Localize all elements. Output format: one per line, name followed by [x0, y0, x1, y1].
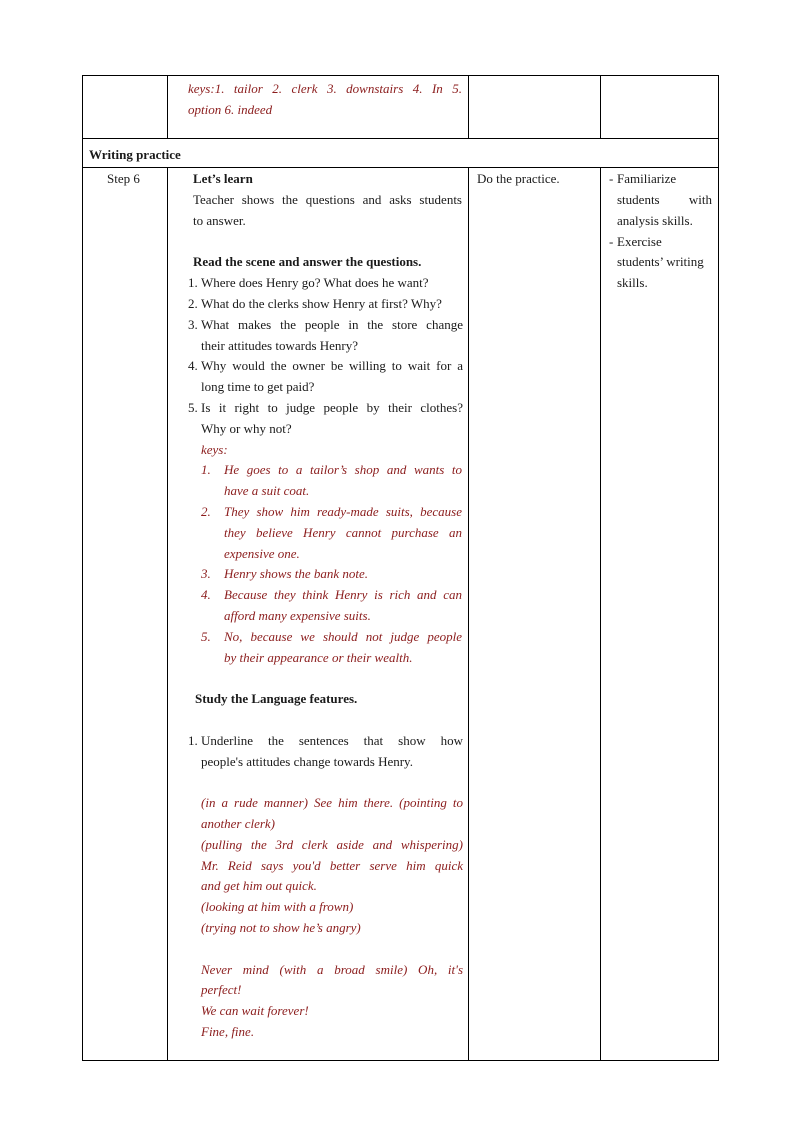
answer-line: expensive one. [224, 546, 300, 561]
example-line: (in a rude manner) See him there. (pointing to [201, 795, 463, 810]
question-line: What do the clerks show Henry at first? Why? [201, 296, 442, 311]
table-border [468, 167, 469, 1061]
question-line: long time to get paid? [201, 379, 315, 394]
activity-intro: to answer. [193, 213, 246, 228]
question-line: What makes the people in the store change [201, 317, 463, 332]
underline-line: Underline the sentences that show how [201, 733, 463, 748]
answer-line: They show him ready-made suits, because [224, 504, 462, 519]
table-border [167, 167, 168, 1061]
activity-intro: Teacher shows the questions and asks students [193, 192, 462, 207]
example-line: and get him out quick. [201, 878, 317, 893]
example-line: (looking at him with a frown) [201, 899, 354, 914]
answer-line: afford many expensive suits. [224, 608, 371, 623]
keys-label: keys: [201, 442, 228, 457]
question-line: their attitudes towards Henry? [201, 338, 359, 353]
answer-line: No, because we should not judge people [224, 629, 462, 644]
table-border [167, 75, 168, 139]
question-line: Where does Henry go? What does he want? [201, 275, 429, 290]
activity-title: Let’s learn [193, 171, 253, 186]
question-number: 4. [188, 358, 198, 373]
table-border [82, 75, 719, 76]
table-border [600, 75, 601, 139]
answer-line: they believe Henry cannot purchase an [224, 525, 462, 540]
question-line: Why or why not? [201, 421, 292, 436]
keys-line: keys:1. tailor 2. clerk 3. downstairs 4. In 5. [188, 81, 462, 96]
answer-number: 4. [201, 587, 211, 602]
table-border [82, 1060, 719, 1061]
underline-number: 1. [188, 733, 198, 748]
question-number: 1. [188, 275, 198, 290]
answer-line: have a suit coat. [224, 483, 310, 498]
purpose-line: skills. [617, 275, 648, 290]
section-header: Writing practice [89, 147, 181, 162]
purpose-line: Familiarize [617, 171, 677, 186]
question-number: 5. [188, 400, 198, 415]
answer-line: by their appearance or their wealth. [224, 650, 413, 665]
table-border [82, 75, 83, 1061]
question-number: 2. [188, 296, 198, 311]
answer-line: He goes to a tailor’s shop and wants to [224, 462, 462, 477]
answer-line: Henry shows the bank note. [224, 566, 369, 581]
answer-number: 3. [201, 566, 211, 581]
purpose-bullet: - [609, 234, 614, 249]
answer-number: 2. [201, 504, 211, 519]
example-line: (trying not to show he’s angry) [201, 920, 361, 935]
task-heading: Study the Language features. [195, 691, 358, 706]
task-heading: Read the scene and answer the questions. [193, 254, 422, 269]
step-label: Step 6 [107, 171, 140, 186]
keys-line: option 6. indeed [188, 102, 273, 117]
purpose-bullet: - [609, 171, 614, 186]
example-line: We can wait forever! [201, 1003, 309, 1018]
table-border [468, 75, 469, 139]
purpose-line: analysis skills. [617, 213, 693, 228]
table-border [718, 75, 719, 1061]
table-border [600, 167, 601, 1061]
example-line: Fine, fine. [201, 1024, 255, 1039]
example-line: Mr. Reid says you'd better serve him quick [201, 858, 463, 873]
student-activity: Do the practice. [477, 171, 560, 186]
example-line: another clerk) [201, 816, 276, 831]
table-border [82, 167, 719, 168]
example-line: Never mind (with a broad smile) Oh, it's [201, 962, 463, 977]
answer-number: 1. [201, 462, 211, 477]
question-line: Is it right to judge people by their clothes? [201, 400, 463, 415]
example-line: perfect! [201, 982, 242, 997]
table-border [82, 138, 719, 139]
example-line: (pulling the 3rd clerk aside and whispering) [201, 837, 463, 852]
answer-line: Because they think Henry is rich and can [224, 587, 462, 602]
purpose-line: Exercise [617, 234, 662, 249]
purpose-line: students’ writing [617, 254, 704, 269]
answer-number: 5. [201, 629, 211, 644]
question-line: Why would the owner be willing to wait for a [201, 358, 463, 373]
underline-line: people's attitudes change towards Henry. [201, 754, 413, 769]
purpose-line: students with [617, 192, 712, 207]
question-number: 3. [188, 317, 198, 332]
